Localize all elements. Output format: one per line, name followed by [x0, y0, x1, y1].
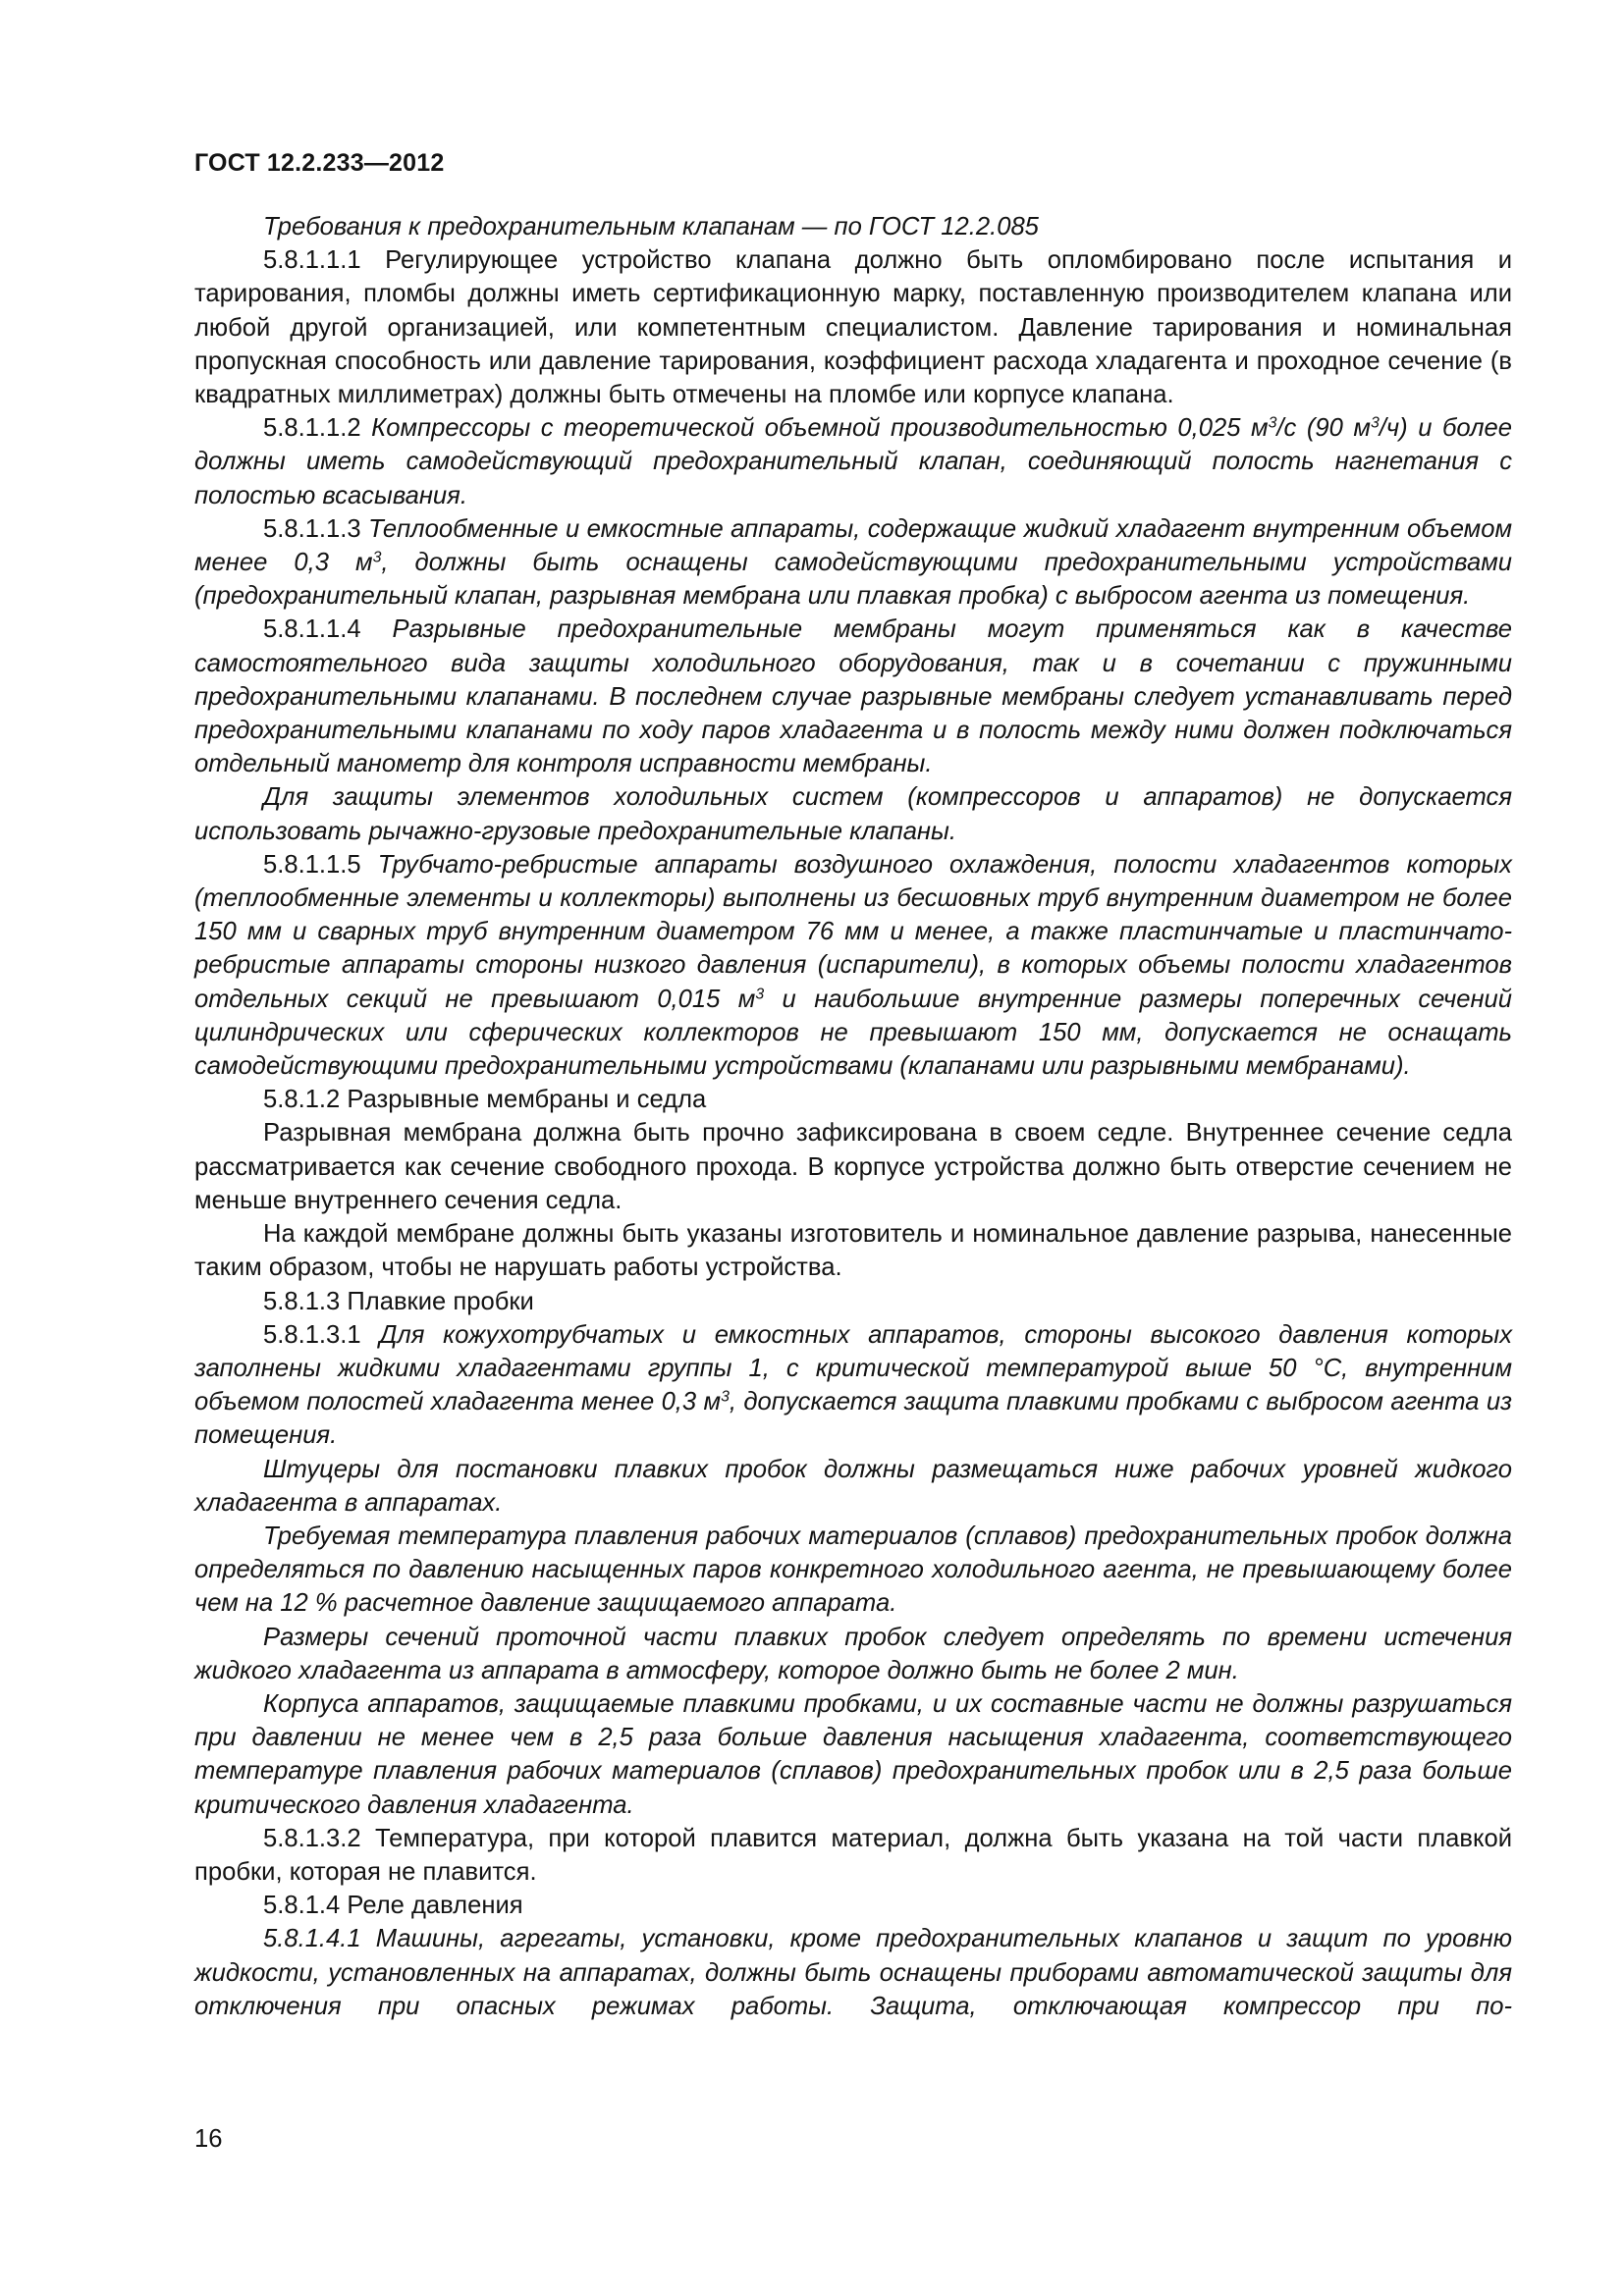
paragraph — [194, 210, 1512, 243]
paragraph-text: 5.8.1.3.2 Температура, при которой плавится материал, должна быть указана на той части плавкой пробки, которая не плавится. — [194, 1824, 1512, 1886]
paragraph — [194, 1889, 1512, 1922]
paragraph — [194, 1822, 1512, 1889]
paragraph-text: 5.8.1.4.1 Машины, агрегаты, установки, кроме предохранительных клапанов и защит по уровню жидкости, установленных на аппаратах, должны быть оснащены приборами автоматической защиты для отключения при опасных режимах работы. Защита, отключающая компрессор при по- — [194, 1925, 1512, 2020]
paragraph — [194, 512, 1512, 614]
paragraph — [194, 1621, 1512, 1687]
paragraph — [194, 1285, 1512, 1318]
paragraph-text: 5.8.1.4 Реле давления — [263, 1892, 523, 1920]
paragraph — [194, 1922, 1512, 2023]
paragraph-text: Компрессоры с теоретической объемной производительностью 0,025 $м^3/с$ (90 $м^3/ч$) и более должны иметь самодействующий предохранительный клапан, соединяющий полость нагнетания с полостью всасывания. — [194, 414, 1512, 509]
paragraph-text: Трубчато-ребристые аппараты воздушного охлаждения, полости хладагентов которых (теплообменные элементы и коллекторы) выполнены из бесшовных труб внутренним диаметром не более 150 мм и сварных труб внутренним диаметром 76 мм и менее, а также пластинчатые и пластинчато-ребристые аппараты стороны низкого давления (испарители), в которых объемы полости хладагентов отдельных секций не превышают 0,015 $м^3$ и наибольшие внутренние размеры поперечных сечений цилиндрических или сферических коллекторов не превышают 150 мм, допускается не оснащать самодействующими предохранительными устройствами (клапанами или разрывными мембранами). — [194, 850, 1513, 1081]
paragraph — [194, 243, 1512, 411]
paragraph-text: Размеры сечений проточной части плавких пробок следует определять по времени истечения жидкого хладагента из аппарата в атмосферу, которое должно быть не более 2 мин. — [194, 1623, 1512, 1684]
paragraph — [194, 1217, 1512, 1284]
paragraph — [194, 1116, 1512, 1217]
paragraph — [194, 1520, 1512, 1621]
paragraph-text: На каждой мембране должны быть указаны изготовитель и номинальное давление разрыва, нанесенные таким образом, чтобы не нарушать работы устройства. — [194, 1220, 1512, 1282]
paragraph-text: 5.8.1.2 Разрывные мембраны и седла — [263, 1086, 707, 1114]
paragraph-text: Разрывная мембрана должна быть прочно зафиксирована в своем седле. Внутреннее сечение седла рассматривается как сечение свободного прохода. В корпусе устройства должно быть отверстие сечением не меньше внутреннего сечения седла. — [194, 1119, 1512, 1214]
clause-number: 5.8.1.1.2 — [263, 414, 372, 443]
paragraph — [194, 1453, 1512, 1520]
paragraph — [194, 1318, 1512, 1453]
paragraph — [194, 613, 1512, 780]
document-header: ГОСТ 12.2.233—2012 — [194, 149, 445, 177]
clause-number: 5.8.1.1.5 — [263, 850, 378, 879]
paragraph — [194, 1083, 1512, 1116]
paragraph-text: Разрывные предохранительные мембраны могут применяться как в качестве самостоятельного вида защиты холодильного оборудования, так и в сочетании с пружинными предохранительными клапанами. В последнем случае разрывные мембраны следует устанавливать перед предохранительными клапанами по ходу паров хладагента и в полость между ними должен подключаться отдельный манометр для контроля исправности мембраны. — [194, 615, 1512, 778]
paragraph-text: Корпуса аппаратов, защищаемые плавкими пробками, и их составные части не должны разрушаться при давлении не менее чем в 2,5 раза больше давления насыщения хладагента, соответствующего температуре плавления рабочих материалов (сплавов) предохранительных пробок или в 2,5 раза больше критического давления хладагента. — [194, 1689, 1512, 1819]
clause-number: 5.8.1.3.1 — [263, 1320, 380, 1349]
paragraph-text: Штуцеры для постановки плавких пробок должны размещаться ниже рабочих уровней жидкого хладагента в аппаратах. — [194, 1455, 1512, 1517]
paragraph — [194, 411, 1512, 512]
paragraph-text: 5.8.1.1.1 Регулирующее устройство клапана должно быть опломбировано после испытания и тарирования, пломбы должны иметь сертификационную марку, поставленную производителем клапана или любой другой организацией, или компетентным специалистом. Давление тарирования и номинальная пропускная способность или давление тарирования, коэффициент расхода хладагента и проходное сечение (в квадратных миллиметрах) должны быть отмечены на пломбе или корпусе клапана. — [194, 246, 1512, 409]
paragraph-text: 5.8.1.3 Плавкие пробки — [263, 1287, 534, 1315]
paragraph-text: Для кожухотрубчатых и емкостных аппаратов, стороны высокого давления которых заполнены жидкими хладагентами группы 1, с критической температурой выше 50 °С, внутренним объемом полостей хладагента менее 0,3 $м^3$, допускается защита плавкими пробками с выбросом агента из помещения. — [194, 1320, 1513, 1450]
paragraph — [194, 1687, 1512, 1822]
paragraph-text: Для защиты элементов холодильных систем (компрессоров и аппаратов) не допускается использовать рычажно-грузовые предохранительные клапаны. — [194, 783, 1512, 845]
body-text — [194, 210, 1512, 2023]
paragraph-text: Требуемая температура плавления рабочих материалов (сплавов) предохранительных пробок должна определяться по давлению насыщенных паров конкретного холодильного агента, не превышающему более чем на 12 % расчетное давление защищаемого аппарата. — [194, 1522, 1512, 1618]
clause-number: 5.8.1.1.3 — [263, 514, 369, 543]
page-number: 16 — [194, 2125, 223, 2153]
paragraph — [194, 848, 1512, 1083]
paragraph — [194, 780, 1512, 847]
paragraph-text: Теплообменные и емкостные аппараты, содержащие жидкий хладагент внутренним объемом менее 0,3 $м^3$, должны быть оснащены самодействующими предохранительными устройствами (предохранительный клапан, разрывная мембрана или плавкая пробка) с выбросом агента из помещения. — [194, 514, 1512, 611]
paragraph-text: Требования к предохранительным клапанам — по ГОСТ 12.2.085 — [263, 213, 1039, 240]
clause-number: 5.8.1.1.4 — [263, 615, 393, 644]
